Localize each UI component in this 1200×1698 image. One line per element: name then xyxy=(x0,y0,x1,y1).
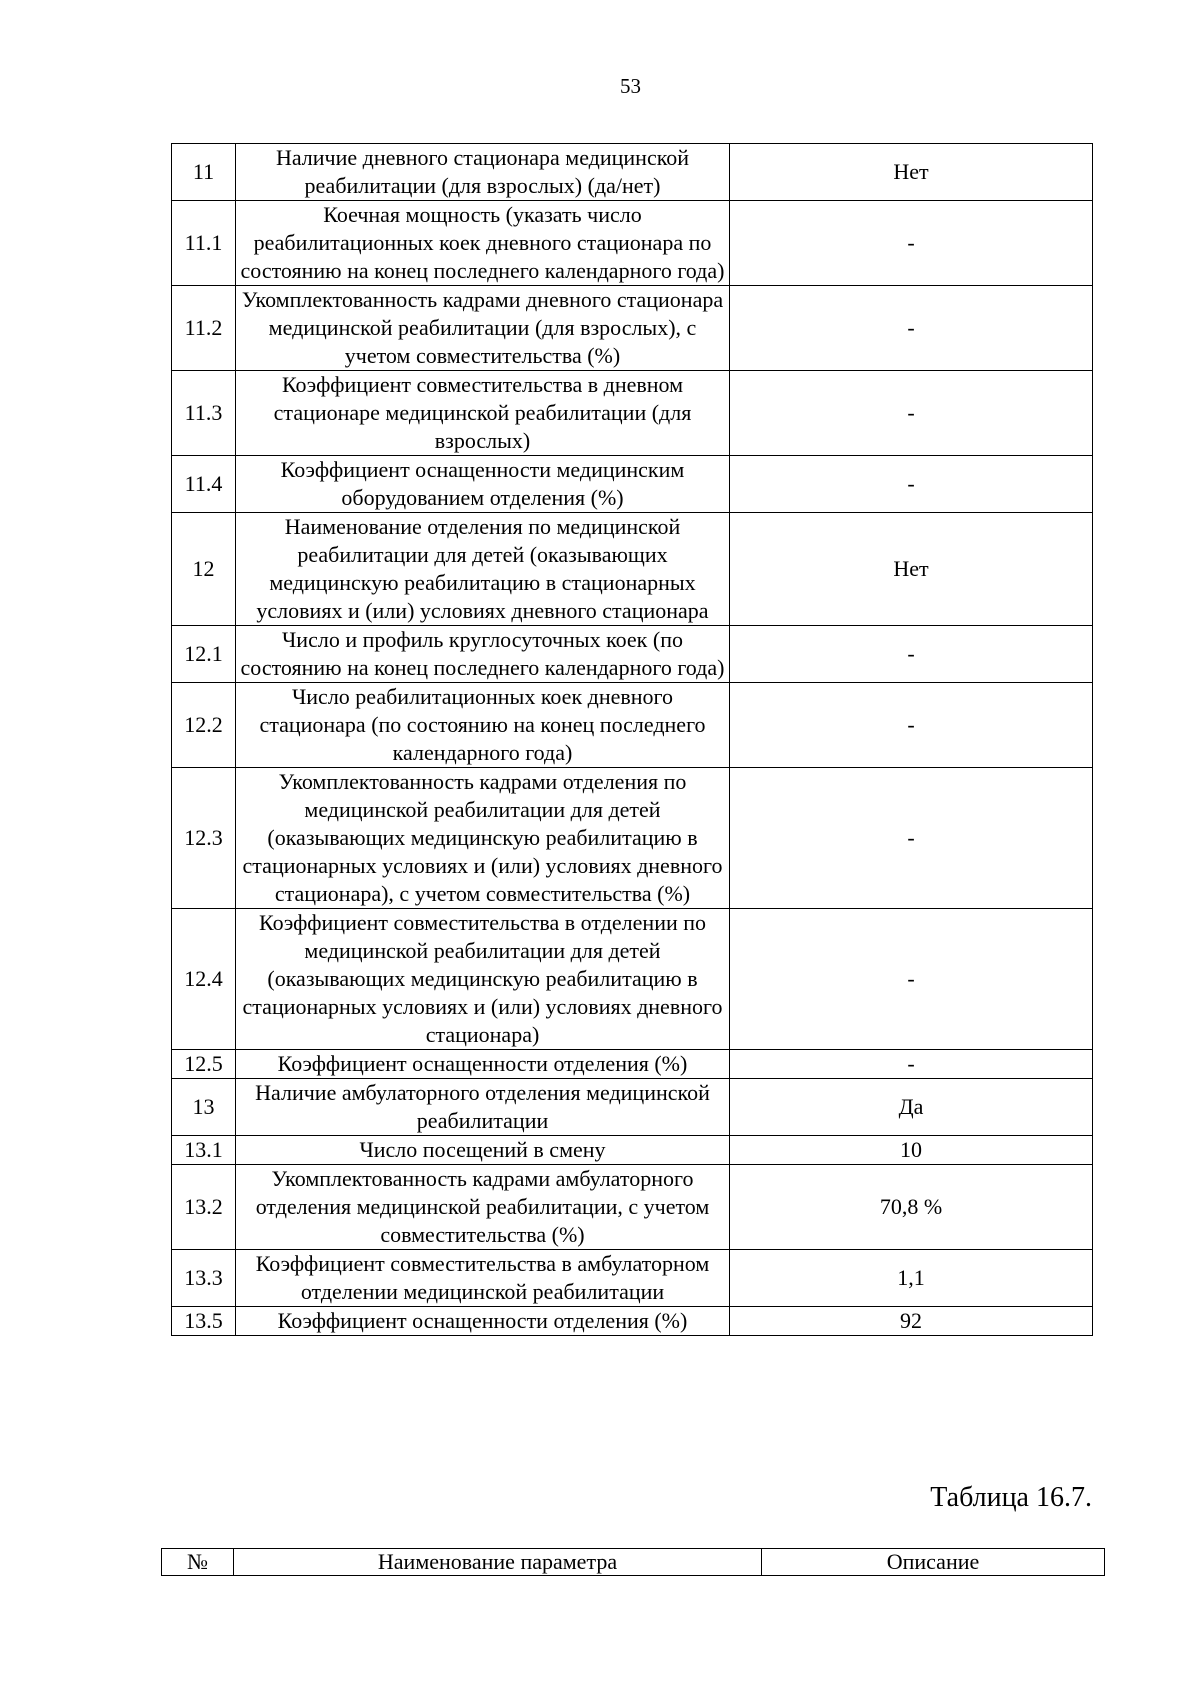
row-number: 13.5 xyxy=(172,1307,236,1336)
table-row xyxy=(172,768,1093,909)
row-parameter-name: Коечная мощность (указать число реабилитационных коек дневного стационара по состоянию на конец последнего календарного года) xyxy=(236,201,730,286)
row-number: 11.1 xyxy=(172,201,236,286)
row-parameter-name: Коэффициент совместительства в дневном стационаре медицинской реабилитации (для взрослых) xyxy=(236,371,730,456)
row-number: 13.1 xyxy=(172,1136,236,1165)
table-caption: Таблица 16.7. xyxy=(930,1482,1092,1513)
header-name: Наименование параметра xyxy=(234,1549,762,1576)
table-row xyxy=(172,909,1093,1050)
row-value: - xyxy=(730,683,1093,768)
table-row xyxy=(172,1079,1093,1136)
row-number: 13.3 xyxy=(172,1250,236,1307)
row-parameter-name: Число реабилитационных коек дневного стационара (по состоянию на конец последнего календарного года) xyxy=(236,683,730,768)
row-number: 12.2 xyxy=(172,683,236,768)
table-row xyxy=(172,1050,1093,1079)
table-row xyxy=(172,683,1093,768)
row-parameter-name: Наименование отделения по медицинской реабилитации для детей (оказывающих медицинскую реабилитацию в стационарных условиях и (или) условиях дневного стационара xyxy=(236,513,730,626)
table-row xyxy=(172,513,1093,626)
row-value: 10 xyxy=(730,1136,1093,1165)
row-value: - xyxy=(730,371,1093,456)
header-desc: Описание xyxy=(762,1549,1105,1576)
table-row xyxy=(172,201,1093,286)
row-number: 11.4 xyxy=(172,456,236,513)
row-number: 12.1 xyxy=(172,626,236,683)
table-row xyxy=(172,1165,1093,1250)
table-row xyxy=(172,1250,1093,1307)
table-row xyxy=(172,626,1093,683)
header-num: № xyxy=(162,1549,234,1576)
table-row xyxy=(172,1136,1093,1165)
row-parameter-name: Укомплектованность кадрами амбулаторного отделения медицинской реабилитации, с учетом совместительства (%) xyxy=(236,1165,730,1250)
page-number: 53 xyxy=(620,74,641,98)
row-parameter-name: Наличие дневного стационара медицинской реабилитации (для взрослых) (да/нет) xyxy=(236,144,730,201)
row-value: 1,1 xyxy=(730,1250,1093,1307)
row-value: - xyxy=(730,456,1093,513)
row-parameter-name: Коэффициент оснащенности отделения (%) xyxy=(236,1307,730,1336)
table-row xyxy=(172,144,1093,201)
row-parameter-name: Укомплектованность кадрами дневного стационара медицинской реабилитации (для взрослых), с учетом совместительства (%) xyxy=(236,286,730,371)
row-parameter-name: Наличие амбулаторного отделения медицинской реабилитации xyxy=(236,1079,730,1136)
row-value: - xyxy=(730,626,1093,683)
table-row xyxy=(172,371,1093,456)
row-value: - xyxy=(730,768,1093,909)
row-value: 70,8 % xyxy=(730,1165,1093,1250)
row-parameter-name: Коэффициент совместительства в амбулаторном отделении медицинской реабилитации xyxy=(236,1250,730,1307)
row-number: 12.3 xyxy=(172,768,236,909)
parameters-table xyxy=(171,143,1093,1336)
row-number: 12 xyxy=(172,513,236,626)
row-number: 11.3 xyxy=(172,371,236,456)
row-value: - xyxy=(730,1050,1093,1079)
row-number: 12.5 xyxy=(172,1050,236,1079)
row-value: Нет xyxy=(730,513,1093,626)
row-parameter-name: Коэффициент оснащенности отделения (%) xyxy=(236,1050,730,1079)
table-row xyxy=(172,1307,1093,1336)
row-number: 12.4 xyxy=(172,909,236,1050)
row-value: - xyxy=(730,286,1093,371)
row-parameter-name: Коэффициент совместительства в отделении по медицинской реабилитации для детей (оказывающих медицинскую реабилитацию в стационарных условиях и (или) условиях дневного стационара) xyxy=(236,909,730,1050)
next-table-header xyxy=(161,1548,1105,1576)
row-parameter-name: Укомплектованность кадрами отделения по медицинской реабилитации для детей (оказывающих медицинскую реабилитацию в стационарных условиях и (или) условиях дневного стационара), с учетом совместительства (%) xyxy=(236,768,730,909)
row-parameter-name: Число и профиль круглосуточных коек (по состоянию на конец последнего календарного года) xyxy=(236,626,730,683)
row-parameter-name: Коэффициент оснащенности медицинским оборудованием отделения (%) xyxy=(236,456,730,513)
row-number: 13.2 xyxy=(172,1165,236,1250)
row-value: 92 xyxy=(730,1307,1093,1336)
row-value: - xyxy=(730,201,1093,286)
row-value: Нет xyxy=(730,144,1093,201)
row-number: 11.2 xyxy=(172,286,236,371)
table-row xyxy=(172,286,1093,371)
row-value: - xyxy=(730,909,1093,1050)
row-value: Да xyxy=(730,1079,1093,1136)
row-number: 11 xyxy=(172,144,236,201)
table-row xyxy=(172,456,1093,513)
header-row xyxy=(162,1549,1105,1576)
row-number: 13 xyxy=(172,1079,236,1136)
row-parameter-name: Число посещений в смену xyxy=(236,1136,730,1165)
